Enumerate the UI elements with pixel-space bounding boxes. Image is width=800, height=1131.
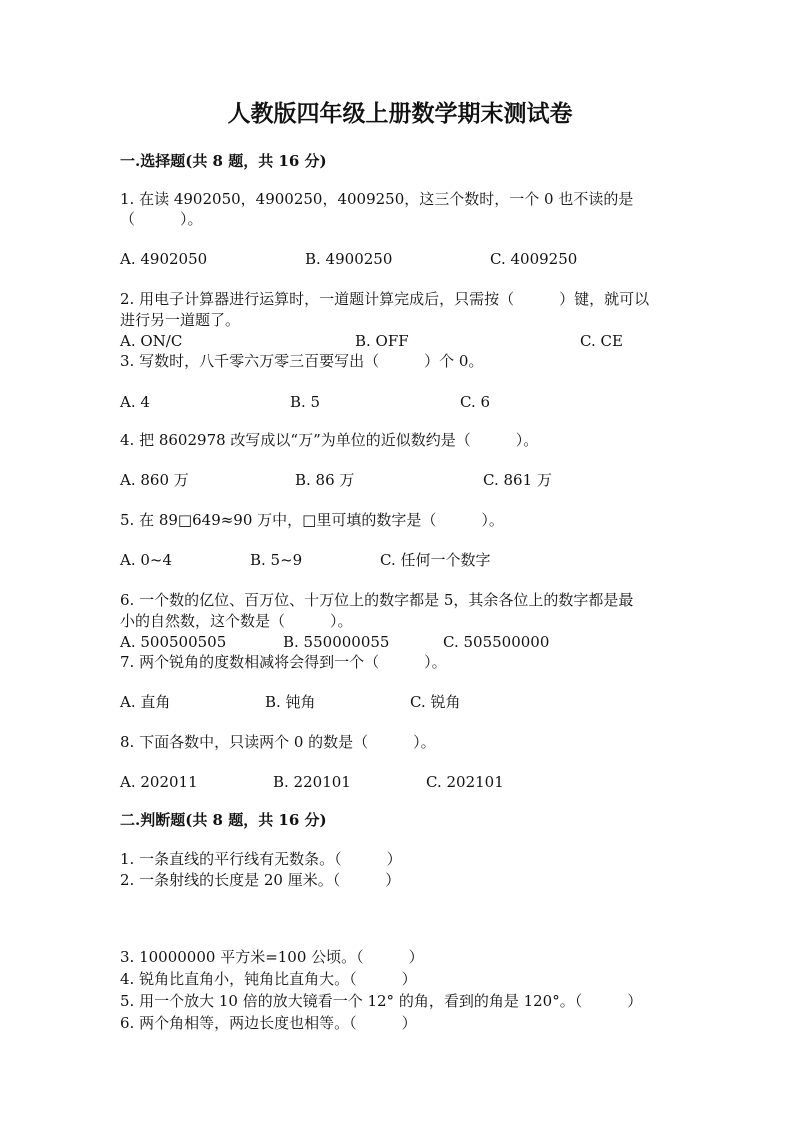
question-5-option-a: A. 0~4 <box>120 551 173 569</box>
question-4-option-a: A. 860 万 <box>120 471 189 489</box>
question-6-line-2: 小的自然数，这个数是（ ）。 <box>120 612 353 630</box>
question-3-option-b: B. 5 <box>290 393 321 411</box>
judgment-item-5: 5. 用一个放大 10 倍的放大镜看一个 12° 的角，看到的角是 120°。（ ） <box>120 992 643 1010</box>
judgment-item-4: 4. 锐角比直角小，钝角比直角大。（ ） <box>120 970 417 988</box>
question-3-line-1: 3. 写数时，八千零六万零三百要写出（ ）个 0。 <box>120 352 484 370</box>
question-8-line-1: 8. 下面各数中，只读两个 0 的数是（ ）。 <box>120 733 436 751</box>
section-heading-judgment: 二.判断题(共 8 题，共 16 分) <box>120 811 327 829</box>
question-7-line-1: 7. 两个锐角的度数相减将会得到一个（ ）。 <box>120 653 447 671</box>
question-8-option-a: A. 202011 <box>120 773 198 791</box>
page-title: 人教版四年级上册数学期末测试卷 <box>227 100 573 127</box>
judgment-item-1: 1. 一条直线的平行线有无数条。（ ） <box>120 850 402 868</box>
question-4-option-b: B. 86 万 <box>295 471 355 489</box>
question-2-line-2: 进行另一道题了。 <box>120 311 241 329</box>
question-7-option-c: C. 锐角 <box>410 693 461 711</box>
question-5-option-b: B. 5~9 <box>250 551 303 569</box>
judgment-item-6: 6. 两个角相等，两边长度也相等。（ ） <box>120 1014 417 1032</box>
question-1-option-c: C. 4009250 <box>490 250 578 268</box>
question-6-option-b: B. 550000055 <box>283 633 390 651</box>
question-1-line-1: 1. 在读 4902050，4900250，4009250，这三个数时，一个 0 也不读的是 <box>120 190 634 208</box>
question-5-option-c: C. 任何一个数字 <box>380 551 491 569</box>
section-heading-choice: 一.选择题(共 8 题，共 16 分) <box>120 152 327 170</box>
question-3-option-a: A. 4 <box>120 393 150 411</box>
question-7-option-b: B. 钝角 <box>265 693 316 711</box>
judgment-item-2: 2. 一条射线的长度是 20 厘米。（ ） <box>120 871 401 889</box>
question-4-option-c: C. 861 万 <box>483 471 552 489</box>
question-2-line-1: 2. 用电子计算器进行运算时，一道题计算完成后，只需按（ ）键，就可以 <box>120 290 650 308</box>
judgment-item-3: 3. 10000000 平方米=100 公顷。（ ） <box>120 948 424 966</box>
question-6-option-c: C. 505500000 <box>443 633 550 651</box>
question-1-option-a: A. 4902050 <box>120 250 208 268</box>
question-4-line-1: 4. 把 8602978 改写成以“万”为单位的近似数约是（ ）。 <box>120 431 539 449</box>
question-2-option-c: C. CE <box>580 332 623 350</box>
question-1-line-2: （ ）。 <box>120 210 203 228</box>
question-8-option-c: C. 202101 <box>426 773 504 791</box>
question-2-option-a: A. ON/C <box>120 332 183 350</box>
question-8-option-b: B. 220101 <box>273 773 351 791</box>
question-7-option-a: A. 直角 <box>120 693 171 711</box>
question-2-option-b: B. OFF <box>355 332 409 350</box>
question-5-line-1: 5. 在 89□649≈90 万中，□里可填的数字是（ ）。 <box>120 511 504 529</box>
question-3-option-c: C. 6 <box>460 393 491 411</box>
question-6-line-1: 6. 一个数的亿位、百万位、十万位上的数字都是 5，其余各位上的数字都是最 <box>120 591 634 609</box>
question-1-option-b: B. 4900250 <box>305 250 393 268</box>
question-6-option-a: A. 500500505 <box>120 633 227 651</box>
